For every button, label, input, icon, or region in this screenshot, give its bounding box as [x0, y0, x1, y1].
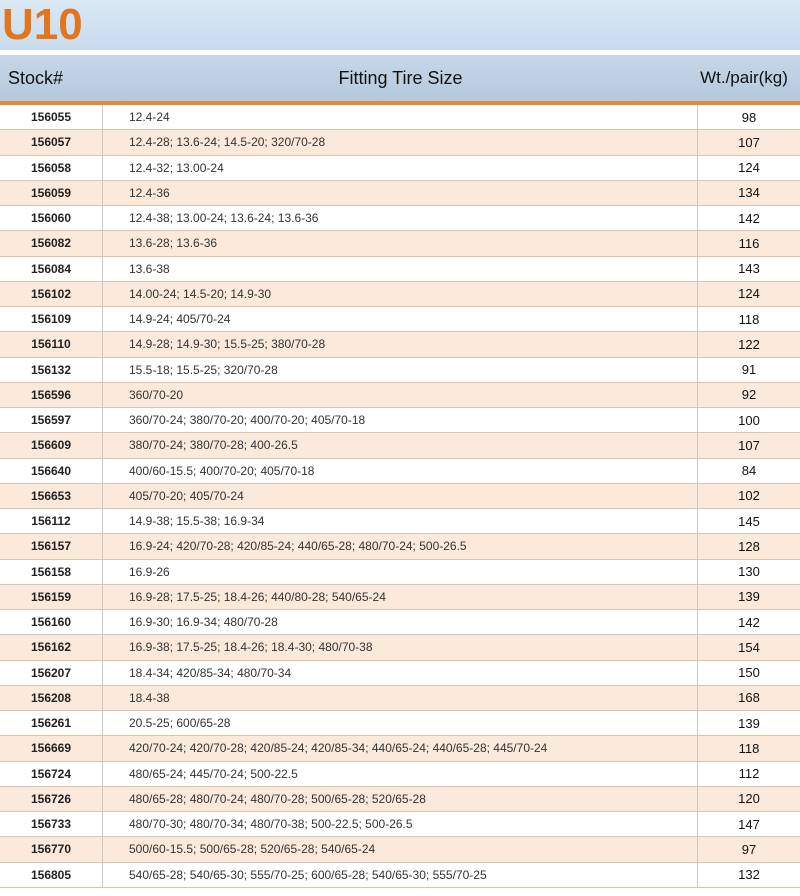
stock-number: 156060	[0, 206, 103, 230]
stock-number: 156159	[0, 585, 103, 609]
table-row	[0, 130, 800, 155]
table-row	[0, 762, 800, 787]
stock-number: 156110	[0, 332, 103, 356]
weight-per-pair: 143	[738, 261, 760, 277]
table-row	[0, 181, 800, 206]
tire-size: 480/65-28; 480/70-24; 480/70-28; 500/65-28; 520/65-28	[103, 787, 698, 811]
stock-number: 156112	[0, 509, 103, 533]
tire-size: 18.4-38	[103, 686, 698, 710]
table-row	[0, 156, 800, 181]
table-row	[0, 459, 800, 484]
weight-per-pair: 124	[738, 160, 760, 176]
tire-size: 20.5-25; 600/65-28	[103, 711, 698, 735]
weight-per-pair: 132	[738, 867, 760, 883]
stock-number: 156162	[0, 635, 103, 659]
tire-size: 16.9-24; 420/70-28; 420/85-24; 440/65-28; 480/70-24; 500-26.5	[103, 534, 698, 558]
table-row	[0, 408, 800, 433]
stock-number: 156082	[0, 231, 103, 255]
table-row	[0, 105, 800, 130]
tire-size: 405/70-20; 405/70-24	[103, 484, 698, 508]
weight-per-pair: 102	[738, 488, 760, 504]
tire-size: 500/60-15.5; 500/65-28; 520/65-28; 540/65-24	[103, 837, 698, 861]
table-row	[0, 307, 800, 332]
tire-size: 16.9-26	[103, 560, 698, 584]
weight-per-pair: 122	[738, 336, 760, 352]
stock-number: 156158	[0, 560, 103, 584]
stock-number: 156207	[0, 661, 103, 685]
weight-per-pair: 98	[741, 109, 757, 125]
header-weight: Wt./pair(kg)	[700, 68, 788, 87]
tire-size: 14.00-24; 14.5-20; 14.9-30	[103, 282, 698, 306]
stock-number: 156208	[0, 686, 103, 710]
weight-per-pair: 107	[738, 437, 760, 453]
table-row	[0, 610, 800, 635]
weight-per-pair: 142	[738, 210, 760, 226]
table-row	[0, 787, 800, 812]
tire-size: 540/65-28; 540/65-30; 555/70-25; 600/65-28; 540/65-30; 555/70-25	[103, 863, 698, 887]
table-row	[0, 560, 800, 585]
weight-per-pair: 128	[738, 538, 760, 554]
weight-per-pair: 97	[741, 841, 757, 857]
tire-size: 360/70-24; 380/70-20; 400/70-20; 405/70-18	[103, 408, 698, 432]
stock-number: 156102	[0, 282, 103, 306]
table-row	[0, 837, 800, 862]
tire-size: 13.6-28; 13.6-36	[103, 231, 698, 255]
table-row	[0, 206, 800, 231]
stock-number: 156058	[0, 156, 103, 180]
weight-per-pair: 139	[738, 715, 760, 731]
weight-per-pair: 84	[741, 463, 757, 479]
table-row	[0, 282, 800, 307]
table-row	[0, 661, 800, 686]
weight-per-pair: 147	[738, 816, 760, 832]
tire-size: 18.4-34; 420/85-34; 480/70-34	[103, 661, 698, 685]
tire-size: 420/70-24; 420/70-28; 420/85-24; 420/85-34; 440/65-24; 440/65-28; 445/70-24	[103, 736, 698, 760]
tire-size: 480/70-30; 480/70-34; 480/70-38; 500-22.5; 500-26.5	[103, 812, 698, 836]
tire-size: 12.4-38; 13.00-24; 13.6-24; 13.6-36	[103, 206, 698, 230]
stock-number: 156597	[0, 408, 103, 432]
stock-number: 156596	[0, 383, 103, 407]
table-row	[0, 711, 800, 736]
tire-size: 16.9-30; 16.9-34; 480/70-28	[103, 610, 698, 634]
stock-number: 156770	[0, 837, 103, 861]
weight-per-pair: 139	[738, 589, 760, 605]
weight-per-pair: 118	[738, 740, 760, 756]
tire-size: 400/60-15.5; 400/70-20; 405/70-18	[103, 459, 698, 483]
tire-size: 13.6-38	[103, 257, 698, 281]
table-row	[0, 433, 800, 458]
weight-per-pair: 154	[738, 639, 760, 655]
tire-size: 12.4-36	[103, 181, 698, 205]
stock-number: 156055	[0, 105, 103, 129]
stock-number: 156726	[0, 787, 103, 811]
stock-number: 156160	[0, 610, 103, 634]
weight-per-pair: 168	[738, 690, 760, 706]
table-row	[0, 585, 800, 610]
weight-per-pair: 92	[741, 387, 757, 403]
table-row	[0, 231, 800, 256]
weight-per-pair: 118	[738, 311, 760, 327]
table-row	[0, 358, 800, 383]
weight-per-pair: 116	[738, 235, 760, 251]
stock-number: 156653	[0, 484, 103, 508]
stock-number: 156157	[0, 534, 103, 558]
tire-size: 14.9-38; 15.5-38; 16.9-34	[103, 509, 698, 533]
tire-size: 480/65-24; 445/70-24; 500-22.5	[103, 762, 698, 786]
stock-number: 156059	[0, 181, 103, 205]
tire-size: 14.9-28; 14.9-30; 15.5-25; 380/70-28	[103, 332, 698, 356]
page-title: U10	[2, 0, 83, 49]
stock-number: 156057	[0, 130, 103, 154]
weight-per-pair: 112	[738, 766, 760, 782]
stock-number: 156132	[0, 358, 103, 382]
stock-number: 156609	[0, 433, 103, 457]
tire-size: 12.4-24	[103, 105, 698, 129]
stock-number: 156724	[0, 762, 103, 786]
tire-size: 12.4-28; 13.6-24; 14.5-20; 320/70-28	[103, 130, 698, 154]
tire-size: 12.4-32; 13.00-24	[103, 156, 698, 180]
weight-per-pair: 142	[738, 614, 760, 630]
stock-number: 156640	[0, 459, 103, 483]
stock-number: 156109	[0, 307, 103, 331]
weight-per-pair: 145	[738, 513, 760, 529]
title-banner	[0, 0, 800, 50]
tire-size: 16.9-38; 17.5-25; 18.4-26; 18.4-30; 480/70-38	[103, 635, 698, 659]
weight-per-pair: 100	[738, 412, 760, 428]
tire-size: 16.9-28; 17.5-25; 18.4-26; 440/80-28; 540/65-24	[103, 585, 698, 609]
weight-per-pair: 134	[738, 185, 760, 201]
weight-per-pair: 91	[741, 362, 757, 378]
table-row	[0, 736, 800, 761]
table-row	[0, 812, 800, 837]
stock-number: 156733	[0, 812, 103, 836]
table-row	[0, 686, 800, 711]
stock-number: 156084	[0, 257, 103, 281]
tire-size: 360/70-20	[103, 383, 698, 407]
tire-size: 14.9-24; 405/70-24	[103, 307, 698, 331]
stock-number: 156669	[0, 736, 103, 760]
table-row	[0, 332, 800, 357]
tire-size: 380/70-24; 380/70-28; 400-26.5	[103, 433, 698, 457]
table-row	[0, 257, 800, 282]
weight-per-pair: 107	[738, 134, 760, 150]
table-body	[0, 105, 800, 888]
table-row	[0, 534, 800, 559]
weight-per-pair: 120	[738, 791, 760, 807]
table-row	[0, 509, 800, 534]
tire-size: 15.5-18; 15.5-25; 320/70-28	[103, 358, 698, 382]
table-row	[0, 863, 800, 888]
table-row	[0, 383, 800, 408]
table-row	[0, 484, 800, 509]
bottom-margin	[0, 888, 800, 896]
stock-number: 156261	[0, 711, 103, 735]
table-row	[0, 635, 800, 660]
table-header	[0, 55, 800, 101]
header-size: Fitting Tire Size	[338, 68, 463, 88]
header-stock: Stock#	[8, 68, 64, 88]
weight-per-pair: 124	[738, 286, 760, 302]
weight-per-pair: 130	[738, 564, 760, 580]
stock-number: 156805	[0, 863, 103, 887]
weight-per-pair: 150	[738, 665, 760, 681]
